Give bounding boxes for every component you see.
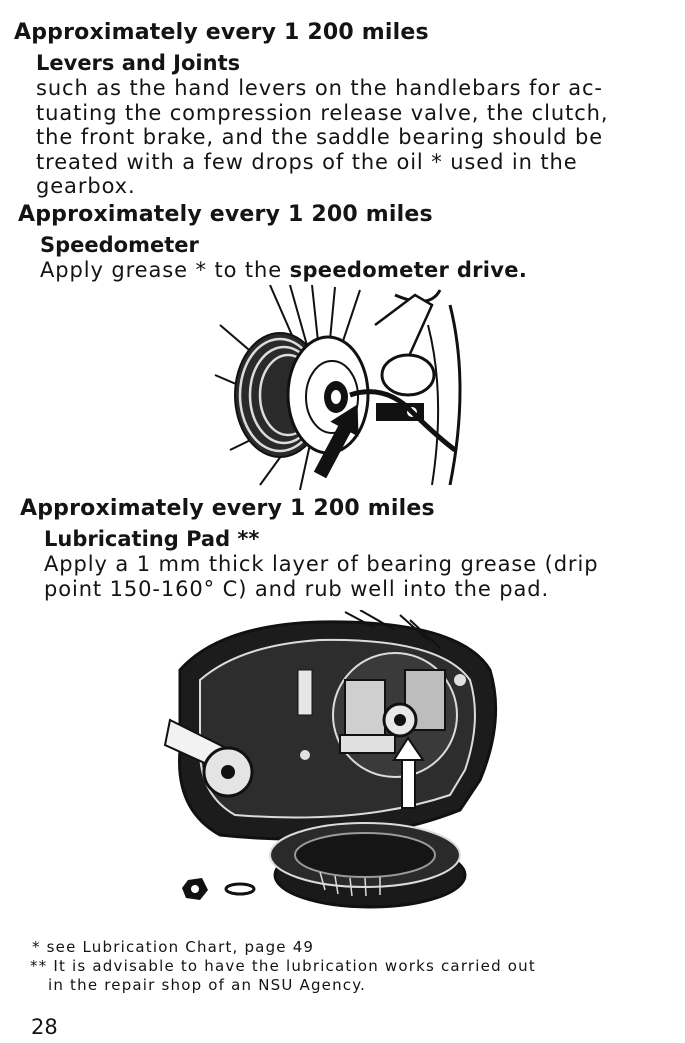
paragraph-line: such as the hand levers on the handlebars for ac- [36, 76, 603, 100]
subheading-lubricating-pad: Lubricating Pad ** [44, 527, 260, 551]
paragraph-lubricating-pad [44, 552, 668, 601]
footnote-repair-shop: ** It is advisable to have the lubrication works carried out [30, 957, 536, 975]
footnote-repair-shop-continued: in the repair shop of an NSU Agency. [48, 976, 367, 994]
section-heading-levers: Approximately every 1 200 miles [14, 20, 429, 45]
page-number: 28 [31, 1015, 58, 1039]
lubricating-pad-illustration [160, 610, 530, 920]
paragraph-line: point 150-160° C) and rub well into the pad. [44, 576, 550, 601]
subheading-speedometer: Speedometer [40, 233, 199, 257]
speedometer-drive-illustration [200, 285, 475, 490]
paragraph-line: treated with a few drops of the oil * used in the [36, 149, 578, 174]
paragraph-text: Apply grease * to the [40, 258, 290, 282]
section-heading-speedometer: Approximately every 1 200 miles [18, 202, 433, 227]
paragraph-line: gearbox. [36, 174, 136, 198]
footnote-lubrication-chart: * see Lubrication Chart, page 49 [32, 938, 315, 956]
paragraph-levers [36, 76, 664, 199]
section-heading-lubricating-pad: Approximately every 1 200 miles [20, 496, 435, 521]
subheading-levers-and-joints: Levers and Joints [36, 51, 241, 75]
paragraph-line: the front brake, and the saddle bearing should be [36, 125, 604, 149]
paragraph-speedometer [40, 258, 600, 283]
paragraph-line: tuating the compression release valve, the clutch, [36, 100, 609, 125]
paragraph-bold-text: speedometer drive. [289, 258, 528, 282]
paragraph-line: Apply a 1 mm thick layer of bearing grease (drip [44, 552, 599, 576]
